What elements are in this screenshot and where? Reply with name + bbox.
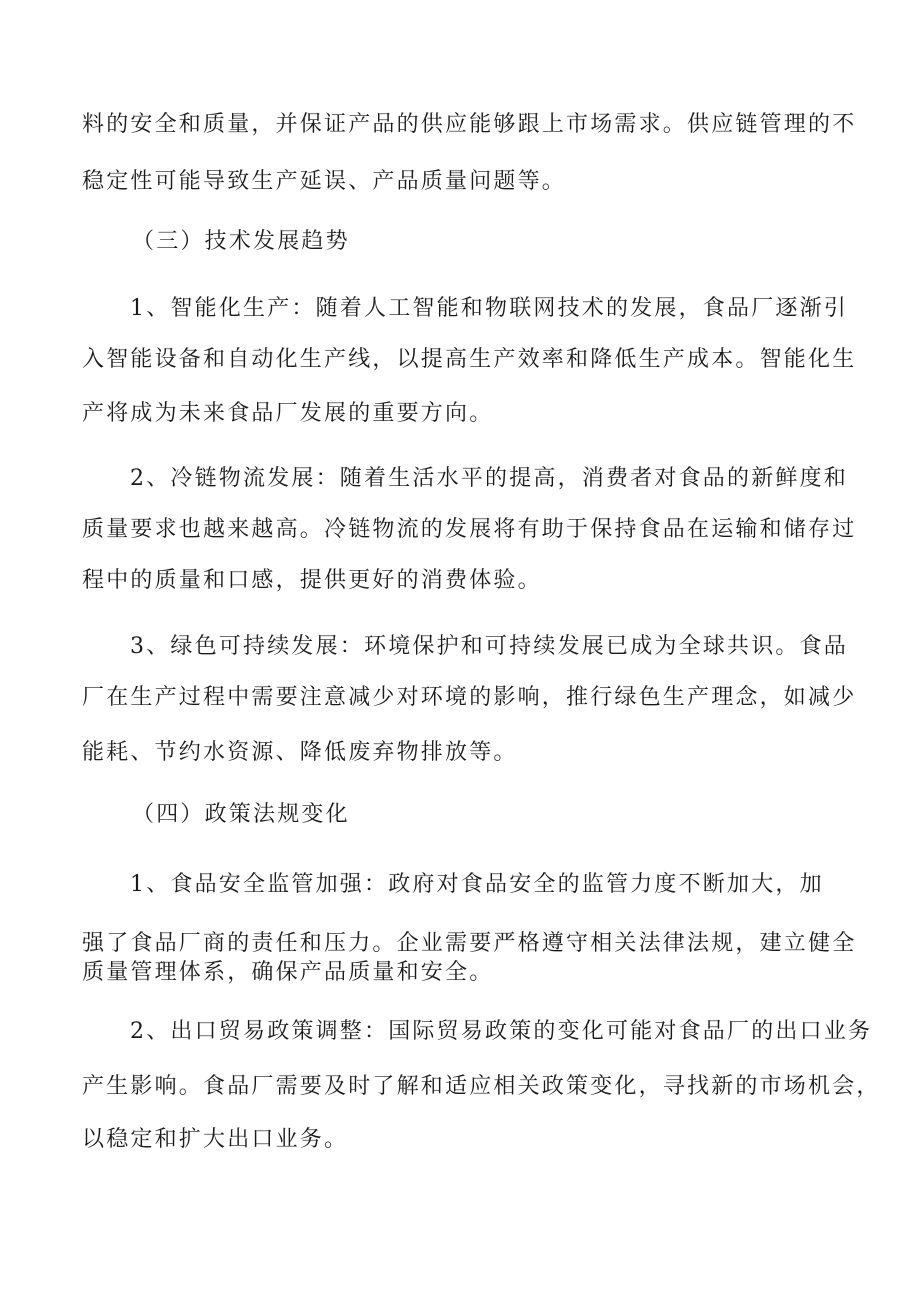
paragraph-line: 质量管理体系，确保产品质量和安全。 — [82, 960, 494, 985]
paragraph-line: 强了食品厂商的责任和压力。企业需要严格遵守相关法律法规，建立健全 — [82, 931, 857, 956]
paragraph-line: 能耗、节约水资源、降低废弃物排放等。 — [82, 740, 518, 765]
paragraph-line: 3、绿色可持续发展：环境保护和可持续发展已成为全球共识。食品 — [130, 634, 848, 659]
paragraph-line: 料的安全和质量，并保证产品的供应能够跟上市场需求。供应链管理的不 — [82, 112, 857, 137]
paragraph-line: 入智能设备和自动化生产线，以提高生产效率和降低生产成本。智能化生 — [82, 347, 857, 372]
paragraph-line: 2、出口贸易政策调整：国际贸易政策的变化可能对食品厂的出口业务 — [130, 1019, 873, 1044]
paragraph-line: 1、食品安全监管加强：政府对食品安全的监管力度不断加大，加 — [130, 872, 824, 897]
paragraph-line: 2、冷链物流发展：随着生活水平的提高，消费者对食品的新鲜度和 — [130, 466, 848, 491]
paragraph-line: 产生影响。食品厂需要及时了解和适应相关政策变化，寻找新的市场机会， — [82, 1074, 881, 1099]
paragraph-line: 程中的质量和口感，提供更好的消费体验。 — [82, 568, 542, 593]
section-heading-technology-trends: （三）技术发展趋势 — [132, 229, 350, 254]
paragraph-line: 厂在生产过程中需要注意减少对环境的影响，推行绿色生产理念，如减少 — [82, 685, 857, 710]
paragraph-line: 以稳定和扩大出口业务。 — [82, 1127, 349, 1152]
section-heading-policy-changes: （四）政策法规变化 — [132, 802, 350, 827]
paragraph-line: 产将成为未来食品厂发展的重要方向。 — [82, 401, 494, 426]
paragraph-line: 稳定性可能导致生产延误、产品质量问题等。 — [82, 169, 567, 194]
paragraph-line: 质量要求也越来越高。冷链物流的发展将有助于保持食品在运输和储存过 — [82, 517, 857, 542]
paragraph-line: 1、智能化生产：随着人工智能和物联网技术的发展，食品厂逐渐引 — [130, 296, 848, 321]
